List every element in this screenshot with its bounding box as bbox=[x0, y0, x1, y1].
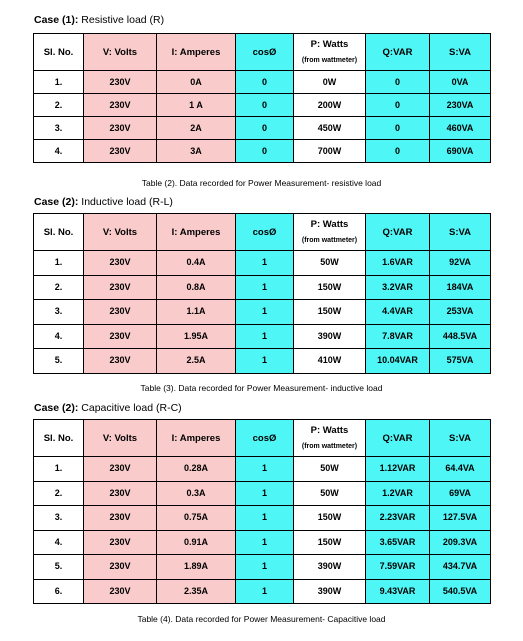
cell-amperes: 1.89A bbox=[157, 555, 236, 580]
cell-sl-no: 4. bbox=[34, 530, 84, 555]
cell-var: 7.59VAR bbox=[366, 555, 430, 580]
table-row bbox=[34, 555, 491, 580]
cell-watts: 150W bbox=[294, 300, 366, 325]
cell-cos-phi: 1 bbox=[236, 555, 294, 580]
cell-sl-no: 4. bbox=[34, 140, 84, 163]
table-row bbox=[34, 251, 491, 276]
table-row bbox=[34, 481, 491, 506]
cell-cos-phi: 1 bbox=[236, 457, 294, 482]
cell-sl-no: 1. bbox=[34, 457, 84, 482]
cell-sl-no: 6. bbox=[34, 579, 84, 604]
header-volts: V: Volts bbox=[84, 420, 157, 457]
cell-cos-phi: 1 bbox=[236, 251, 294, 276]
table-row bbox=[34, 579, 491, 604]
cell-var: 2.23VAR bbox=[366, 506, 430, 531]
table-row bbox=[34, 349, 491, 374]
inductive-load-table bbox=[33, 213, 491, 374]
cell-va: 209.3VA bbox=[430, 530, 491, 555]
header-cos-phi: cosØ bbox=[236, 214, 294, 251]
cell-cos-phi: 1 bbox=[236, 300, 294, 325]
cell-cos-phi: 0 bbox=[236, 94, 294, 117]
cell-watts: 150W bbox=[294, 506, 366, 531]
header-var: Q:VAR bbox=[366, 214, 430, 251]
cell-var: 10.04VAR bbox=[366, 349, 430, 374]
resistive-load-table bbox=[33, 33, 491, 163]
cell-va: 64.4VA bbox=[430, 457, 491, 482]
cell-va: 690VA bbox=[430, 140, 491, 163]
cell-var: 0 bbox=[366, 94, 430, 117]
cell-va: 69VA bbox=[430, 481, 491, 506]
case-label: Case (2): bbox=[34, 196, 79, 208]
cell-amperes: 1.95A bbox=[157, 324, 236, 349]
cell-va: 448.5VA bbox=[430, 324, 491, 349]
cell-cos-phi: 1 bbox=[236, 275, 294, 300]
cell-watts: 200W bbox=[294, 94, 366, 117]
header-watts-label: P: Watts bbox=[310, 38, 349, 50]
cell-watts: 390W bbox=[294, 324, 366, 349]
capacitive-load-table bbox=[33, 419, 491, 604]
cell-sl-no: 2. bbox=[34, 275, 84, 300]
cell-var: 7.8VAR bbox=[366, 324, 430, 349]
cell-amperes: 0.4A bbox=[157, 251, 236, 276]
cell-cos-phi: 0 bbox=[236, 71, 294, 94]
cell-watts: 390W bbox=[294, 555, 366, 580]
header-watts bbox=[294, 214, 366, 251]
cell-cos-phi: 1 bbox=[236, 579, 294, 604]
table-row bbox=[34, 530, 491, 555]
cell-sl-no: 4. bbox=[34, 324, 84, 349]
case-title: Capacitive load (R-C) bbox=[81, 402, 182, 414]
cell-volts: 230V bbox=[84, 530, 157, 555]
cell-amperes: 2.35A bbox=[157, 579, 236, 604]
table-2-caption: Table (2). Data recorded for Power Measurement- resistive load bbox=[141, 178, 382, 188]
header-va: S:VA bbox=[430, 214, 491, 251]
header-var: Q:VAR bbox=[366, 420, 430, 457]
header-amperes: I: Amperes bbox=[157, 214, 236, 251]
cell-watts: 150W bbox=[294, 275, 366, 300]
table-row bbox=[34, 324, 491, 349]
header-amperes: I: Amperes bbox=[157, 34, 236, 71]
header-watts-label: P: Watts bbox=[310, 218, 349, 230]
cell-va: 434.7VA bbox=[430, 555, 491, 580]
header-sl-no: Sl. No. bbox=[34, 420, 84, 457]
case-label: Case (2): bbox=[34, 402, 79, 414]
cell-va: 460VA bbox=[430, 117, 491, 140]
cell-cos-phi: 0 bbox=[236, 117, 294, 140]
header-row bbox=[34, 34, 491, 71]
header-cos-phi: cosØ bbox=[236, 34, 294, 71]
cell-watts: 150W bbox=[294, 530, 366, 555]
cell-va: 230VA bbox=[430, 94, 491, 117]
cell-volts: 230V bbox=[84, 481, 157, 506]
cell-amperes: 0.3A bbox=[157, 481, 236, 506]
cell-va: 127.5VA bbox=[430, 506, 491, 531]
cell-volts: 230V bbox=[84, 300, 157, 325]
table-4-caption: Table (4). Data recorded for Power Measurement- Capacitive load bbox=[137, 614, 386, 624]
cell-volts: 230V bbox=[84, 457, 157, 482]
cell-sl-no: 5. bbox=[34, 555, 84, 580]
cell-amperes: 0.91A bbox=[157, 530, 236, 555]
header-watts bbox=[294, 34, 366, 71]
table-3-caption: Table (3). Data recorded for Power Measurement- inductive load bbox=[140, 383, 383, 393]
header-watts-label: P: Watts bbox=[310, 424, 349, 436]
cell-volts: 230V bbox=[84, 506, 157, 531]
cell-amperes: 0A bbox=[157, 71, 236, 94]
case-3-heading bbox=[34, 402, 182, 414]
cell-amperes: 2A bbox=[157, 117, 236, 140]
cell-sl-no: 1. bbox=[34, 71, 84, 94]
cell-va: 540.5VA bbox=[430, 579, 491, 604]
case-2-heading bbox=[34, 196, 173, 208]
table-row bbox=[34, 71, 491, 94]
table-row bbox=[34, 457, 491, 482]
cell-volts: 230V bbox=[84, 251, 157, 276]
cell-var: 1.6VAR bbox=[366, 251, 430, 276]
table-row bbox=[34, 94, 491, 117]
cell-volts: 230V bbox=[84, 117, 157, 140]
cell-watts: 50W bbox=[294, 481, 366, 506]
cell-amperes: 0.28A bbox=[157, 457, 236, 482]
cell-volts: 230V bbox=[84, 579, 157, 604]
cell-sl-no: 3. bbox=[34, 117, 84, 140]
cell-volts: 230V bbox=[84, 275, 157, 300]
case-1-heading bbox=[34, 14, 164, 26]
case-title: Inductive load (R-L) bbox=[81, 196, 173, 208]
cell-sl-no: 5. bbox=[34, 349, 84, 374]
cell-va: 575VA bbox=[430, 349, 491, 374]
cell-amperes: 1 A bbox=[157, 94, 236, 117]
header-volts: V: Volts bbox=[84, 34, 157, 71]
cell-watts: 700W bbox=[294, 140, 366, 163]
cell-amperes: 0.8A bbox=[157, 275, 236, 300]
header-sl-no: Sl. No. bbox=[34, 34, 84, 71]
header-va: S:VA bbox=[430, 34, 491, 71]
cell-va: 0VA bbox=[430, 71, 491, 94]
table-row bbox=[34, 300, 491, 325]
header-sl-no: Sl. No. bbox=[34, 214, 84, 251]
cell-amperes: 3A bbox=[157, 140, 236, 163]
cell-va: 184VA bbox=[430, 275, 491, 300]
cell-watts: 50W bbox=[294, 457, 366, 482]
header-row bbox=[34, 420, 491, 457]
cell-watts: 410W bbox=[294, 349, 366, 374]
cell-watts: 390W bbox=[294, 579, 366, 604]
cell-watts: 450W bbox=[294, 117, 366, 140]
cell-va: 253VA bbox=[430, 300, 491, 325]
cell-volts: 230V bbox=[84, 555, 157, 580]
cell-sl-no: 3. bbox=[34, 506, 84, 531]
cell-cos-phi: 1 bbox=[236, 506, 294, 531]
cell-var: 1.2VAR bbox=[366, 481, 430, 506]
case-label: Case (1): bbox=[34, 14, 79, 26]
header-amperes: I: Amperes bbox=[157, 420, 236, 457]
cell-cos-phi: 1 bbox=[236, 349, 294, 374]
header-cos-phi: cosØ bbox=[236, 420, 294, 457]
header-volts: V: Volts bbox=[84, 214, 157, 251]
cell-sl-no: 1. bbox=[34, 251, 84, 276]
case-title: Resistive load (R) bbox=[81, 14, 165, 26]
cell-volts: 230V bbox=[84, 71, 157, 94]
cell-var: 3.65VAR bbox=[366, 530, 430, 555]
header-va: S:VA bbox=[430, 420, 491, 457]
cell-var: 0 bbox=[366, 71, 430, 94]
cell-amperes: 2.5A bbox=[157, 349, 236, 374]
cell-sl-no: 2. bbox=[34, 481, 84, 506]
cell-va: 92VA bbox=[430, 251, 491, 276]
table-row bbox=[34, 117, 491, 140]
cell-volts: 230V bbox=[84, 349, 157, 374]
cell-var: 9.43VAR bbox=[366, 579, 430, 604]
header-watts-source: (from wattmeter) bbox=[301, 442, 358, 450]
header-var: Q:VAR bbox=[366, 34, 430, 71]
cell-volts: 230V bbox=[84, 140, 157, 163]
cell-amperes: 1.1A bbox=[157, 300, 236, 325]
cell-cos-phi: 1 bbox=[236, 481, 294, 506]
cell-var: 0 bbox=[366, 140, 430, 163]
cell-var: 0 bbox=[366, 117, 430, 140]
cell-var: 4.4VAR bbox=[366, 300, 430, 325]
cell-volts: 230V bbox=[84, 324, 157, 349]
cell-cos-phi: 0 bbox=[236, 140, 294, 163]
header-row bbox=[34, 214, 491, 251]
cell-var: 3.2VAR bbox=[366, 275, 430, 300]
cell-watts: 50W bbox=[294, 251, 366, 276]
cell-sl-no: 2. bbox=[34, 94, 84, 117]
header-watts bbox=[294, 420, 366, 457]
cell-sl-no: 3. bbox=[34, 300, 84, 325]
cell-amperes: 0.75A bbox=[157, 506, 236, 531]
table-row bbox=[34, 140, 491, 163]
cell-cos-phi: 1 bbox=[236, 324, 294, 349]
cell-volts: 230V bbox=[84, 94, 157, 117]
cell-cos-phi: 1 bbox=[236, 530, 294, 555]
table-row bbox=[34, 275, 491, 300]
cell-var: 1.12VAR bbox=[366, 457, 430, 482]
header-watts-source: (from wattmeter) bbox=[301, 56, 358, 64]
table-row bbox=[34, 506, 491, 531]
cell-watts: 0W bbox=[294, 71, 366, 94]
header-watts-source: (from wattmeter) bbox=[301, 236, 358, 244]
